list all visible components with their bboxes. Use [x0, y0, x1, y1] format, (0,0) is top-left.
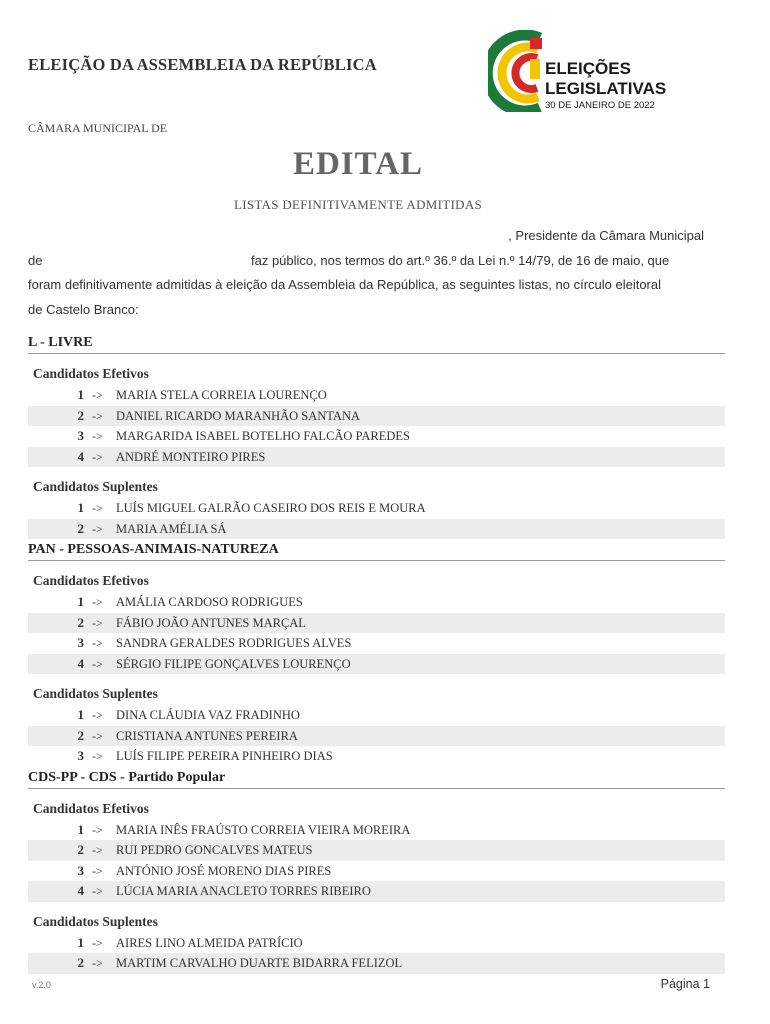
candidate-row: [28, 426, 725, 447]
candidate-name: AMÁLIA CARDOSO RODRIGUES: [116, 595, 303, 609]
candidate-name: FÁBIO JOÃO ANTUNES MARÇAL: [116, 615, 306, 630]
candidate-number: 1: [77, 387, 84, 402]
candidate-number: 1: [77, 707, 84, 722]
party-title: CDS-PP - CDS - Partido Popular: [28, 767, 725, 789]
candidate-name: LUÍS FILIPE PEREIRA PINHEIRO DIAS: [116, 749, 333, 763]
candidate-name: LUÍS MIGUEL GALRÃO CASEIRO DOS REIS E MOURA: [116, 501, 426, 515]
candidate-number: 3: [77, 635, 84, 650]
candidate-row: [28, 498, 725, 519]
arrow-symbol: ->: [92, 521, 103, 536]
paragraph-line-2-de: de: [28, 253, 43, 268]
candidate-row: [28, 840, 725, 861]
candidate-row: [28, 447, 725, 468]
candidatos-suplentes-heading: Candidatos Suplentes: [33, 479, 158, 494]
candidate-name: MARIA INÊS FRAÚSTO CORREIA VIEIRA MOREIRA: [116, 822, 411, 837]
document-header-title: ELEIÇÃO DA ASSEMBLEIA DA REPÚBLICA: [28, 55, 377, 74]
party-block: [28, 767, 725, 974]
arrow-symbol: ->: [92, 388, 103, 402]
candidate-row: [28, 406, 725, 427]
candidate-row: [28, 933, 725, 954]
arrow-symbol: ->: [92, 615, 103, 630]
candidate-name: SANDRA GERALDES RODRIGUES ALVES: [116, 636, 352, 650]
logo-red-block: [530, 38, 542, 49]
candidate-row: [28, 613, 725, 634]
candidate-name: DINA CLÁUDIA VAZ FRADINHO: [116, 708, 300, 722]
camara-municipal-line: CÂMARA MUNICIPAL DE: [28, 121, 168, 135]
candidate-row: [28, 633, 725, 654]
logo-yellow-square: [530, 59, 540, 79]
candidate-number: 4: [77, 655, 84, 671]
candidate-number: 2: [77, 727, 84, 743]
candidate-row: [28, 746, 725, 767]
candidate-number: 4: [77, 883, 84, 898]
candidate-number: 1: [77, 500, 84, 515]
arrow-symbol: ->: [92, 595, 103, 609]
arrow-symbol: ->: [92, 501, 103, 515]
candidate-number: 1: [77, 594, 84, 609]
logo-line1: ELEIÇÕES: [545, 59, 631, 78]
candidate-row: [28, 654, 725, 675]
party-block: [28, 332, 725, 539]
eleicoes-legislativas-logo: [488, 30, 668, 112]
candidate-name: DANIEL RICARDO MARANHÃO SANTANA: [116, 408, 361, 423]
candidate-name: ANDRÉ MONTEIRO PIRES: [116, 449, 266, 464]
candidate-row: [28, 953, 725, 974]
arrow-symbol: ->: [92, 749, 103, 763]
candidate-name: LÚCIA MARIA ANACLETO TORRES RIBEIRO: [116, 884, 371, 898]
candidate-row: [28, 861, 725, 882]
paragraph-line-3: foram definitivamente admitidas à eleição da Assembleia da República, as seguintes listas, no círculo eleitoral: [28, 277, 662, 292]
candidate-row: [28, 592, 725, 613]
candidatos-suplentes-heading: Candidatos Suplentes: [33, 913, 158, 929]
candidate-number: 2: [77, 842, 84, 857]
candidate-name: RUI PEDRO GONCALVES MATEUS: [116, 843, 313, 857]
candidate-number: 2: [77, 520, 84, 536]
arrow-symbol: ->: [92, 408, 103, 423]
page-number: Página 1: [660, 977, 710, 991]
party-block: [28, 539, 725, 767]
arrow-symbol: ->: [92, 449, 103, 464]
arrow-symbol: ->: [92, 429, 103, 443]
paragraph-line-1: , Presidente da Câmara Municipal: [508, 228, 704, 243]
candidate-name: CRISTIANA ANTUNES PEREIRA: [116, 728, 298, 743]
candidate-name: MARGARIDA ISABEL BOTELHO FALCÃO PAREDES: [116, 429, 411, 443]
arrow-symbol: ->: [92, 822, 103, 837]
candidate-row: [28, 881, 725, 902]
party-title: PAN - PESSOAS-ANIMAIS-NATUREZA: [28, 539, 725, 561]
candidate-number: 1: [77, 821, 84, 837]
paragraph-line-4: de Castelo Branco:: [28, 302, 139, 317]
arrow-symbol: ->: [92, 863, 103, 878]
party-lists: [28, 332, 725, 974]
edital-heading: EDITAL: [292, 146, 424, 182]
arrow-symbol: ->: [92, 636, 103, 650]
arrow-symbol: ->: [92, 728, 103, 743]
candidate-row: [28, 385, 725, 406]
candidate-number: 3: [77, 428, 84, 443]
arrow-symbol: ->: [92, 884, 103, 898]
candidate-number: 1: [77, 934, 84, 950]
arrow-symbol: ->: [92, 708, 103, 722]
candidate-name: MARIA STELA CORREIA LOURENÇO: [116, 388, 327, 402]
candidatos-efetivos-heading: Candidatos Efetivos: [33, 366, 149, 381]
arrow-symbol: ->: [92, 656, 103, 671]
arrow-symbol: ->: [92, 935, 103, 950]
candidate-name: ANTÓNIO JOSÉ MORENO DIAS PIRES: [116, 863, 332, 878]
candidate-number: 3: [77, 748, 84, 763]
listas-subtitle: LISTAS DEFINITIVAMENTE ADMITIDAS: [233, 197, 483, 212]
candidatos-suplentes-heading: Candidatos Suplentes: [33, 686, 158, 701]
candidate-name: MARIA AMÉLIA SÁ: [116, 521, 227, 536]
candidate-row: [28, 726, 725, 747]
candidate-row: [28, 519, 725, 540]
arrow-symbol: ->: [92, 956, 103, 970]
candidatos-efetivos-heading: Candidatos Efetivos: [33, 800, 149, 816]
candidate-row: [28, 705, 725, 726]
candidatos-efetivos-heading: Candidatos Efetivos: [33, 573, 149, 588]
candidate-number: 2: [77, 614, 84, 630]
arrow-symbol: ->: [92, 843, 103, 857]
candidate-name: AIRES LINO ALMEIDA PATRÍCIO: [116, 935, 303, 950]
candidate-number: 4: [77, 448, 84, 464]
candidate-number: 2: [77, 407, 84, 423]
paragraph-line-2: faz público, nos termos do art.º 36.º da Lei n.º 14/79, de 16 de maio, que: [251, 253, 670, 268]
logo-line2: LEGISLATIVAS: [545, 79, 667, 98]
version-label: v.2.0: [32, 980, 51, 990]
candidate-row: [28, 820, 725, 841]
candidate-number: 3: [77, 862, 84, 878]
party-title: L - LIVRE: [28, 332, 725, 354]
candidate-name: MARTIM CARVALHO DUARTE BIDARRA FELIZOL: [116, 956, 403, 970]
logo-line3: 30 DE JANEIRO DE 2022: [545, 100, 655, 111]
candidate-number: 2: [77, 955, 84, 970]
candidate-name: SÉRGIO FILIPE GONÇALVES LOURENÇO: [116, 656, 351, 671]
